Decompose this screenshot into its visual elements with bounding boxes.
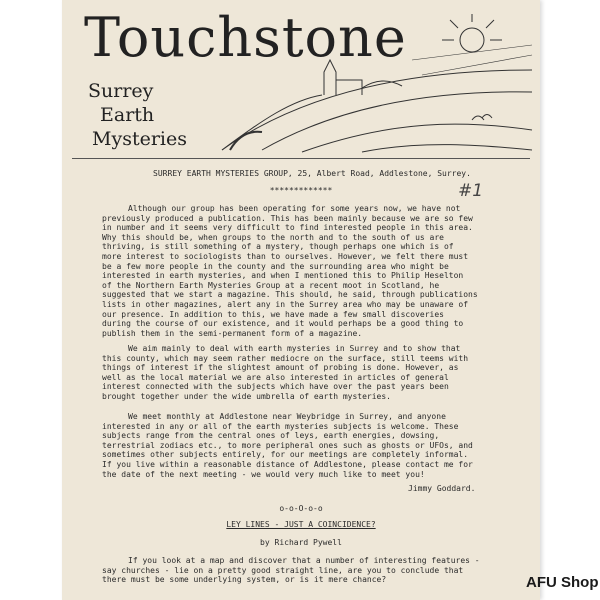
masthead [62, 0, 540, 160]
intro-paragraph-3 [102, 412, 512, 479]
masthead-divider [72, 158, 530, 159]
tree-icon [472, 115, 492, 121]
article-heading: LEY LINES - JUST A COINCIDENCE? [226, 520, 376, 529]
signature: Jimmy Goddard. [408, 484, 476, 493]
group-address: SURREY EARTH MYSTERIES GROUP, 25, Albert Road, Addlestone, Surrey. [153, 169, 471, 178]
subtitle-line-1: Surrey [88, 80, 154, 102]
intro-paragraph-1 [102, 204, 512, 338]
star-divider: ************* [269, 186, 333, 195]
paragraph-text: If you look at a map and discover that a number of interesting features - say churches - lie on a pretty good straight line, are you to conclude that there must be some underlying system, or is it mere chance? [102, 556, 480, 585]
article-byline: by Richard Pywell [260, 538, 342, 547]
church-icon [324, 60, 336, 95]
sun-icon [460, 28, 484, 52]
intro-paragraph-2 [102, 344, 512, 402]
shop-watermark: AFU Shop [526, 574, 599, 591]
masthead-title: Touchstone [84, 6, 407, 69]
subtitle-line-2: Earth [100, 104, 155, 126]
issue-number-handwritten: #1 [458, 181, 484, 201]
subtitle-line-3: Mysteries [92, 128, 187, 150]
paragraph-text: Although our group has been operating for some years now, we have not previously produced a publication. This has been mainly because we are so few in number and it seems very difficult to find interested people in this area. Why this should be, when groups to the north and to the south of us are thriving, is still something of a mystery, though perhaps one which is of more interest to sociologists than to ourselves. However, we felt there must be a few more people in the county and the surrounding area who might be interested in earth mysteries, and when I mentioned this to Philip Heselton of the Northern Earth Mysteries Group at a recent moot in Scotland, he suggested that we start a magazine. This should, he said, through publications lists in other magazines, alert any in the Surrey area who may be unaware of our presence. In addition to this, we have made a few small discoveries during the course of our existence, and it would perhaps be a good thing to publish them in the semi-permanent form of a magazine. [102, 204, 478, 338]
article-intro [102, 556, 512, 585]
paragraph-text: We meet monthly at Addlestone near Weybridge in Surrey, and anyone interested in any or all of the earth mysteries subjects is welcome. These subjects range from the central ones of leys, earth energies, dowsing, terrestrial zodiacs etc., to more peripheral ones such as ghosts or UFOs, and sometimes other subjects entirely, for our meetings are completely informal. If you live within a reasonable distance of Addlestone, please contact me for the date of the next meeting - we would very much like to meet you! [102, 412, 473, 479]
landscape-illustration [62, 0, 540, 160]
paragraph-text: We aim mainly to deal with earth mysteries in Surrey and to show that this county, which may seem rather mediocre on the surface, still teems with things of interest if the slightest amount of probing is done. However, as well as the local material we are also interested in articles of general interest connected with the subjects which have over the past years been brought together under the wide umbrella of earth mysteries. [102, 344, 469, 401]
newsletter-page [62, 0, 540, 600]
section-separator: o-o-O-o-o [279, 504, 323, 513]
